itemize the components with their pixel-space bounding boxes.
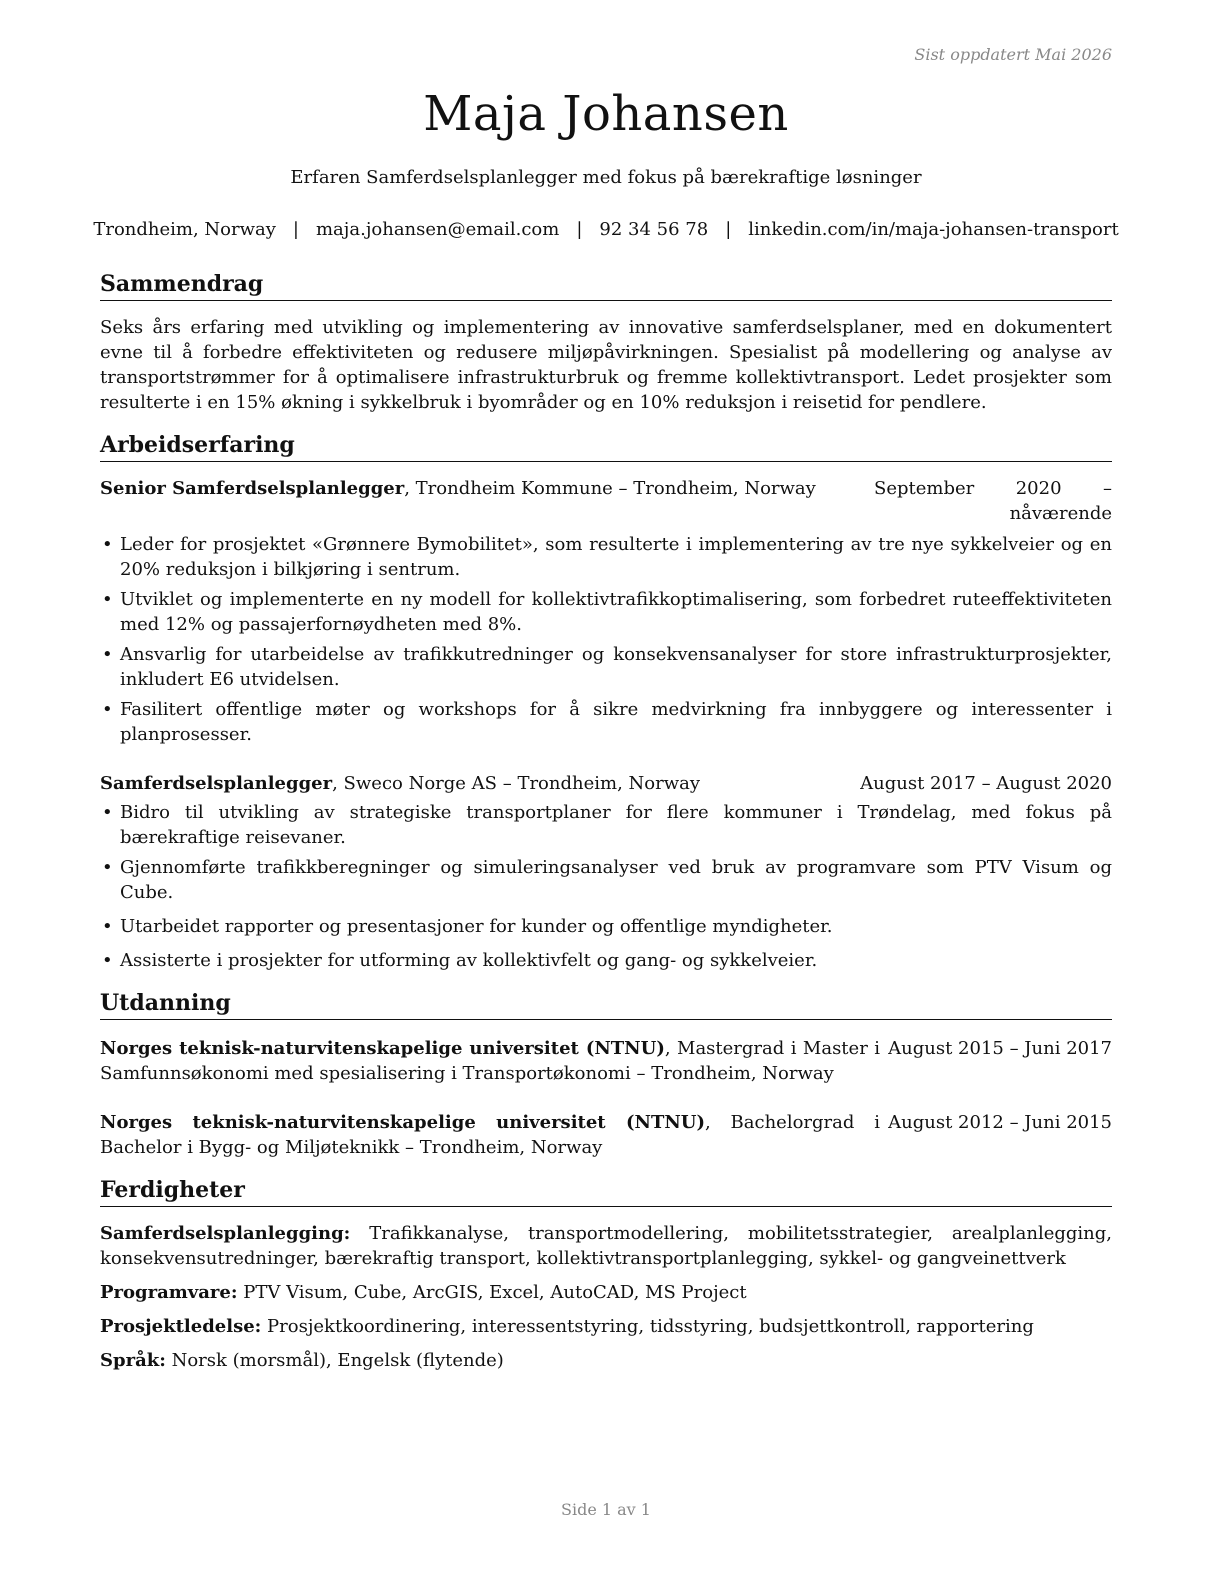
section-title-skills: Ferdigheter: [100, 1176, 1112, 1207]
list-item: • Ansvarlig for utarbeidelse av trafikkutredninger og konsekvensanalyser for store infrastrukturprosjekter, inkludert E6 utvidelsen.: [100, 642, 1112, 692]
resume-content: [100, 270, 1112, 1389]
job-entry: [100, 771, 1112, 973]
education-detail: , Mastergrad i Master i Samfunnsøkonomi med spesialisering i Transportøkonomi – Trondheim, Norway: [100, 1038, 880, 1084]
education-school: Norges teknisk-naturvitenskapelige universitet (NTNU): [100, 1112, 706, 1133]
contact-separator: |: [292, 219, 299, 240]
contact-line: [93, 219, 1119, 240]
list-item: • Utarbeidet rapporter og presentasjoner for kunder og offentlige myndigheter.: [100, 914, 1112, 939]
job-bullets: [100, 800, 1112, 973]
contact-linkedin[interactable]: linkedin.com/in/maja-johansen-transport: [748, 219, 1119, 240]
summary-text: Seks års erfaring med utvikling og implementering av innovative samferdselsplaner, med en dokumentert evne til å forbedre effektiviteten og redusere miljøpåvirkningen. Spesialist på modellering og analyse av transportstrømmer for å optimalisere infrastrukturbruk og fremme kollektivtransport. Ledet prosjekter som resulterte i en 15% økning i sykkelbruk i byområder og en 10% reduksjon i reisetid for pendlere.: [100, 317, 1112, 413]
contact-separator: |: [576, 219, 583, 240]
contact-email[interactable]: maja.johansen@email.com: [315, 219, 560, 240]
skill-row: [100, 1280, 1112, 1305]
last-updated: Sist oppdatert Mai 2026: [914, 45, 1112, 64]
list-item: • Fasilitert offentlige møter og workshops for å sikre medvirkning fra innbyggere og interessenter i planprosesser.: [100, 697, 1112, 747]
contact-separator: |: [725, 219, 732, 240]
section-title-summary: Sammendrag: [100, 270, 1112, 301]
skills-section: [100, 1176, 1112, 1373]
education-detail: , Bachelorgrad i Bachelor i Bygg- og Miljøteknikk – Trondheim, Norway: [100, 1112, 880, 1158]
section-title-education: Utdanning: [100, 989, 1112, 1020]
education-dates: August 2012 – Juni 2015: [888, 1112, 1112, 1133]
education-school: Norges teknisk-naturvitenskapelige universitet (NTNU): [100, 1038, 665, 1059]
page-number: Side 1 av 1: [561, 1500, 651, 1519]
job-title-line: [100, 476, 874, 526]
job-header: [100, 771, 1112, 796]
summary-section: [100, 270, 1112, 415]
job-role: Senior Samferdselsplanlegger: [100, 478, 405, 499]
skill-row: [100, 1314, 1112, 1339]
skill-label: Språk:: [100, 1350, 166, 1371]
skill-label: Samferdselsplanlegging:: [100, 1223, 351, 1244]
job-dates: August 2017 – August 2020: [860, 773, 1112, 794]
skill-value: Norsk (morsmål), Engelsk (flytende): [165, 1350, 504, 1371]
skill-row: [100, 1221, 1112, 1271]
skill-label: Prosjektledelse:: [100, 1316, 262, 1337]
tagline: Erfaren Samferdselsplanlegger med fokus på bærekraftige løsninger: [290, 167, 922, 188]
job-entry: [100, 476, 1112, 747]
list-item: • Utviklet og implementerte en ny modell for kollektivtrafikkoptimalisering, som forbedret ruteeffektiviteten med 12% og passajerfornøydheten med 8%.: [100, 587, 1112, 637]
section-title-experience: Arbeidserfaring: [100, 431, 1112, 462]
skill-value: PTV Visum, Cube, ArcGIS, Excel, AutoCAD, MS Project: [237, 1282, 747, 1303]
list-item: • Gjennomførte trafikkberegninger og simuleringsanalyser ved bruk av programvare som PTV Visum og Cube.: [100, 855, 1112, 905]
candidate-name: Maja Johansen: [423, 86, 789, 142]
experience-section: [100, 431, 1112, 973]
education-text: [100, 1110, 880, 1160]
education-entry: [100, 1036, 1112, 1086]
job-header: [100, 476, 1112, 526]
list-item: • Leder for prosjektet «Grønnere Bymobilitet», som resulterte i implementering av tre nye sykkelveier og en 20% reduksjon i bilkjøring i sentrum.: [100, 532, 1112, 582]
skill-label: Programvare:: [100, 1282, 238, 1303]
education-entry: [100, 1110, 1112, 1160]
education-text: [100, 1036, 880, 1086]
skill-value: Prosjektkoordinering, interessentstyring, tidsstyring, budsjettkontroll, rapportering: [261, 1316, 1034, 1337]
job-role: Samferdselsplanlegger: [100, 773, 333, 794]
list-item: • Assisterte i prosjekter for utforming av kollektivfelt og gang- og sykkelveier.: [100, 948, 1112, 973]
job-bullets: [100, 532, 1112, 747]
contact-location: Trondheim, Norway: [93, 219, 276, 240]
job-org: , Sweco Norge AS – Trondheim, Norway: [332, 773, 701, 794]
list-item: • Bidro til utvikling av strategiske transportplaner for flere kommuner i Trøndelag, med fokus på bærekraftige reisevaner.: [100, 800, 1112, 850]
job-org: , Trondheim Kommune – Trondheim, Norway: [404, 478, 816, 499]
job-dates: September 2020 – nåværende: [874, 478, 1112, 524]
skill-value: Trafikkanalyse, transportmodellering, mobilitetsstrategier, arealplanlegging, konsekvensutredninger, bærekraftig transport, kollektivtransportplanlegging, sykkel- og gangveinettverk: [100, 1223, 1112, 1269]
education-dates: August 2015 – Juni 2017: [888, 1038, 1112, 1059]
contact-phone: 92 34 56 78: [599, 219, 709, 240]
education-section: [100, 989, 1112, 1160]
skill-row: [100, 1348, 1112, 1373]
job-title-line: [100, 771, 860, 796]
